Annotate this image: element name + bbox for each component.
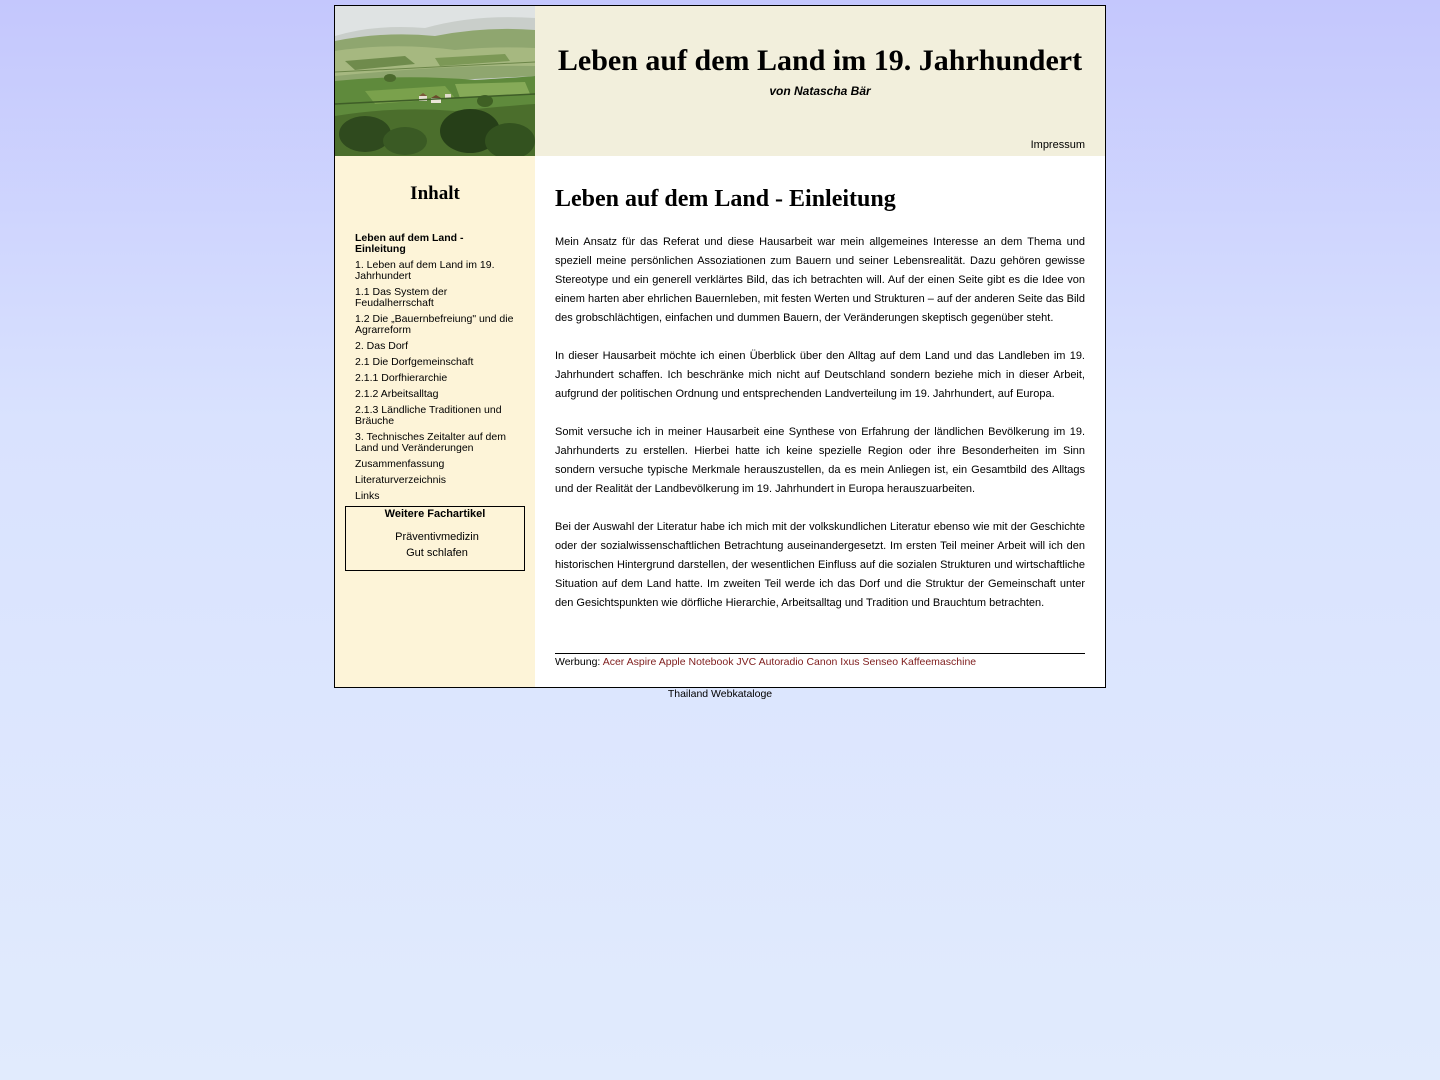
- more-articles-title: Weitere Fachartikel: [384, 508, 486, 520]
- nav-item-chapter-2: [355, 341, 515, 352]
- nav-link[interactable]: 2.1.2 Arbeitsalltag: [355, 388, 439, 400]
- nav-item-zusammenfassung: [355, 459, 515, 470]
- nav-item-chapter-2-1: [355, 357, 515, 368]
- nav-link[interactable]: 2.1 Die Dorfgemeinschaft: [355, 356, 474, 368]
- nav-item-chapter-1: [355, 260, 515, 282]
- footer-link[interactable]: Thailand Webkataloge: [667, 688, 773, 700]
- site-title: Leben auf dem Land im 19. Jahrhundert: [557, 44, 1083, 77]
- sidebar: [335, 156, 535, 687]
- footer: [0, 688, 1440, 700]
- more-article-link[interactable]: Gut schlafen: [406, 547, 468, 559]
- ad-link[interactable]: Senseo Kaffeemaschine: [862, 656, 977, 668]
- content-paragraph: Mein Ansatz für das Referat und diese Hausarbeit war mein allgemeines Interesse an dem Thema und speziell meine persönlichen Assoziationen zum Bauern und seiner Lebensrealität. Dazu gehören gewisse Stereotype und ein generell verklärtes Bild, das ich betrachten will. Auf der einen Seite gibt es die Idee von einem harten aber ehrlichen Bauernleben, mit festen Werten und Strukturen – auf der anderen Seite das Bild des grobschlächtigen, einfachen und dummen Bauern, der Veränderungen skeptisch gegenüber steht.: [555, 236, 1085, 324]
- nav-item-chapter-1-1: [355, 287, 515, 309]
- site-author: von Natascha Bär: [769, 84, 871, 98]
- nav-item-chapter-1-2: [355, 314, 515, 336]
- nav-link[interactable]: 2.1.3 Ländliche Traditionen und Bräuche: [355, 404, 502, 427]
- content-paragraph: Somit versuche ich in meiner Hausarbeit eine Synthese von Erfahrung der ländlichen Bevölkerung im 19. Jahrhunderts zu erstellen. Hierbei hatte ich keine spezielle Region oder ihre Besonderheiten im Sinn sondern versuche typische Merkmale herauszustellen, da es mein Anliegen ist, ein Gesamtbild des Alltags und der Realität der Landbevölkerung im 19. Jahrhundert in Europa herauszuarbeiten.: [555, 426, 1085, 495]
- nav-link[interactable]: 1. Leben auf dem Land im 19. Jahrhundert: [355, 259, 495, 282]
- nav-link[interactable]: 2. Das Dorf: [355, 340, 409, 352]
- ad-link[interactable]: JVC Autoradio: [736, 656, 804, 668]
- content-heading: Leben auf dem Land - Einleitung: [555, 186, 896, 212]
- ad-link[interactable]: Apple Notebook: [658, 656, 734, 668]
- advertising-line: [555, 653, 1085, 668]
- nav-link[interactable]: Literaturverzeichnis: [355, 474, 447, 486]
- table-of-contents: [355, 233, 515, 507]
- nav-item-chapter-2-1-3: [355, 405, 515, 427]
- nav-link[interactable]: Links: [355, 490, 380, 502]
- nav-item-chapter-2-1-2: [355, 389, 515, 400]
- nav-item-literaturverzeichnis: [355, 475, 515, 486]
- advertising-label: Werbung:: [555, 656, 601, 668]
- more-article-link[interactable]: Präventivmedizin: [395, 531, 479, 543]
- nav-item-links: [355, 491, 515, 502]
- nav-item-chapter-2-1-1: [355, 373, 515, 384]
- nav-item-chapter-3: [355, 432, 515, 454]
- impressum-link[interactable]: Impressum: [1030, 139, 1085, 151]
- content-paragraph: Bei der Auswahl der Literatur habe ich mich mit der volkskundlichen Literatur ebenso wie mit der Geschichte oder der sozialwissenschaftlichen Betrachtung auseinandergesetzt. Im ersten Teil meiner Arbeit will ich den historischen Hintergrund darstellen, der wesentlichen Einfluss auf die sozialen Strukturen und wirtschaftliche Situation auf dem Land hatte. Im zweiten Teil werde ich das Dorf und die Struktur der Gemeinschaft unter den Gesichtspunkten wie dörfliche Hierarchie, Arbeitsalltag und Tradition und Brauchtum betrachten.: [555, 521, 1085, 609]
- more-articles-box: [345, 506, 525, 571]
- nav-link[interactable]: 2.1.1 Dorfhierarchie: [355, 372, 448, 384]
- header-landscape-image: [335, 6, 535, 156]
- sidebar-title: Inhalt: [410, 183, 460, 204]
- ad-link[interactable]: Acer Aspire: [602, 656, 657, 668]
- nav-link[interactable]: 1.2 Die „Bauernbefreiung" und die Agrarreform: [355, 313, 514, 336]
- header: [335, 6, 1105, 156]
- more-articles-links: [346, 529, 524, 561]
- ad-link[interactable]: Canon Ixus: [806, 656, 860, 668]
- nav-link[interactable]: 3. Technisches Zeitalter auf dem Land und Veränderungen: [355, 431, 506, 454]
- nav-item-einleitung: [355, 233, 515, 255]
- nav-link[interactable]: Leben auf dem Land - Einleitung: [355, 232, 464, 255]
- nav-link[interactable]: Zusammenfassung: [355, 458, 445, 470]
- content-paragraph: In dieser Hausarbeit möchte ich einen Überblick über den Alltag auf dem Land und das Landleben im 19. Jahrhundert schaffen. Ich beschränke mich nicht auf Deutschland sondern beziehe mich in dieser Arbeit, aufgrund der politischen Ordnung und entsprechenden Landverteilung im 19. Jahrhundert, auf Europa.: [555, 350, 1085, 400]
- nav-link[interactable]: 1.1 Das System der Feudalherrschaft: [355, 286, 448, 309]
- page-container: [334, 5, 1106, 688]
